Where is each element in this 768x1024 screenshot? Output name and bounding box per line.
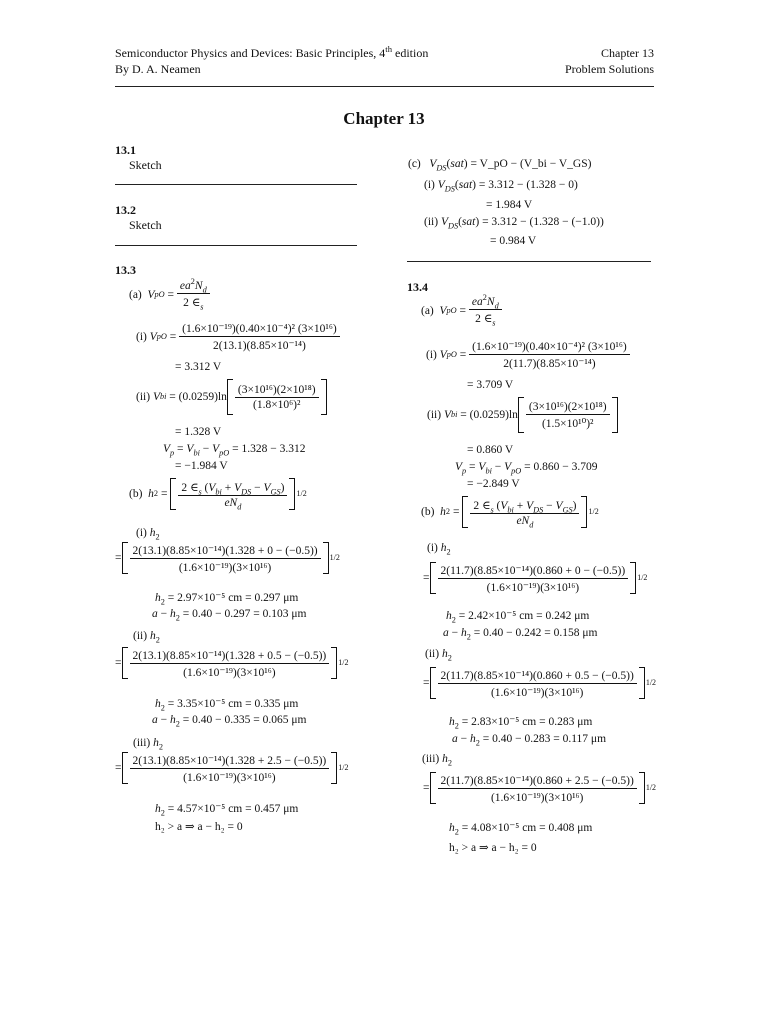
vds-sat-i-result: = 1.984 V (486, 199, 533, 211)
h2-ii-result-134: $h_2 = 2.83\times 10^{-5}$ cm = 0.283 μm (449, 716, 593, 731)
part-iii-label: (iii) $h_2$ (133, 737, 164, 752)
eq-vds-sat: (c) $V_{DS}(sat)$ = V_pO − (V_bi − V_GS) (408, 158, 592, 173)
eq-vp-134: $V_p = V_{bi} - V_{pO} = 0.860 - 3.709$ (455, 461, 598, 476)
eq-h2-i: = $\frac{\text{2(13.1)(8.85×10⁻¹⁴)(1.328 + 0 − (−0.5))}}{\text{(1.6×10⁻¹⁹)(3×10¹⁶)}}$ 1/2 (115, 542, 340, 574)
h2-ii-diff: $a - h_2 = 0.40 - 0.335 = 0.065$ μm (152, 714, 307, 729)
header-divider (115, 86, 654, 87)
vpo-result-134: = 3.709 V (467, 379, 514, 391)
eq-h2-iii-134: = $\frac{\text{2(11.7)(8.85×10⁻¹⁴)(0.860 + 2.5 − (−0.5))}}{\text{(1.6×10⁻¹⁹)(3×10¹⁶)}}$ 1/2 (423, 772, 656, 804)
h2-ii-diff-134: $a - h_2 = 0.40 - 0.283 = 0.117$ μm (452, 733, 607, 748)
eq-h2-ii: = $\frac{\text{2(13.1)(8.85×10⁻¹⁴)(1.328 + 0.5 − (−0.5))}}{\text{(1.6×10⁻¹⁹)(3×10¹⁶)}}$ 1/2 (115, 647, 348, 679)
part-ii-label: (ii) $h_2$ (133, 630, 160, 645)
eq-vds-sat-i: (i) $V_{DS}(sat) = 3.312 - (1.328 - 0)$ (424, 179, 578, 194)
vpo-result: = 3.312 V (175, 361, 222, 373)
eq-vpo-value-134: (i) V pO = $\frac{\text{(1.6×10⁻¹⁹)(0.40×10⁻⁴)² (3×10¹⁶)}}{\text{2(11.7)(8.85×10⁻¹⁴)}}$ (426, 339, 630, 370)
h2-i-diff-134: $a - h_2 = 0.40 - 0.242 = 0.158$ μm (443, 627, 598, 642)
part-i-label-134: (i) $h_2$ (427, 542, 451, 557)
eq-h2-iii: = $\frac{\text{2(13.1)(8.85×10⁻¹⁴)(1.328 + 2.5 − (−0.5))}}{\text{(1.6×10⁻¹⁹)(3×10¹⁶)}}$ 1/2 (115, 752, 348, 784)
divider (115, 184, 357, 185)
eq-vpo-value: (i) V pO = $\frac{\text{(1.6×10⁻¹⁹)(0.40×10⁻⁴)² (3×10¹⁶)}}{\text{2(13.1)(8.85×10⁻¹⁴)}}$ (136, 321, 340, 352)
eq-vpo-def: (a) V pO = $\frac{ea^2N_d}{2 \in_s}$ (129, 280, 210, 309)
part-iii-label-134: (iii) $h_2$ (422, 753, 453, 768)
section-13-2-number: 13.2 (115, 203, 136, 217)
divider (115, 245, 357, 246)
part-i-label: (i) $h_2$ (136, 527, 160, 542)
eq-h2-i-134: = $\frac{\text{2(11.7)(8.85×10⁻¹⁴)(0.860 + 0 − (−0.5))}}{\text{(1.6×10⁻¹⁹)(3×10¹⁶)}}$ 1/2 (423, 562, 647, 594)
eq-vbi: (ii) V bi = (0.0259)ln $\frac{\text{(3×10¹⁶)(2×10¹⁸)}}{\text{(1.8×10⁶)²}}$ (136, 379, 327, 415)
part-ii-label-134: (ii) $h_2$ (425, 648, 452, 663)
section-13-4-number: 13.4 (407, 280, 428, 294)
h2-i-result: $h_2 = 2.97\times 10^{-5}$ cm = 0.297 μm (155, 592, 299, 607)
page-title: Chapter 13 (343, 109, 425, 128)
h2-i-result-134: $h_2 = 2.42\times 10^{-5}$ cm = 0.242 μm (446, 610, 590, 625)
vp-result-134: = −2.849 V (467, 478, 520, 490)
header-subtitle: Problem Solutions (564, 62, 654, 76)
vbi-result-134: = 0.860 V (467, 444, 514, 456)
vp-result: = −1.984 V (175, 460, 228, 472)
vds-sat-ii-result: = 0.984 V (490, 235, 537, 247)
header-chapter: Chapter 13 (601, 46, 654, 60)
divider (407, 261, 651, 262)
header-author: By D. A. Neamen (115, 62, 201, 76)
h2-iii-result: $h_2 = 4.57\times 10^{-5}$ cm = 0.457 μm (155, 803, 299, 818)
h2-iii-result-134: $h_2 = 4.08\times 10^{-5}$ cm = 0.408 μm (449, 822, 593, 837)
section-13-3-number: 13.3 (115, 263, 136, 277)
eq-vp: $V_p = V_{bi} - V_{pO} = 1.328 - 3.312$ (163, 443, 306, 458)
h2-iii-diff-134: h₂ > a ⇒ a − h₂ = 0 (449, 842, 537, 854)
h2-ii-result: $h_2 = 3.35\times 10^{-5}$ cm = 0.335 μm (155, 698, 299, 713)
header-book-title: Semiconductor Physics and Devices: Basic Principles, 4th edition (115, 44, 429, 60)
section-13-1-number: 13.1 (115, 143, 136, 157)
eq-vpo-def-134: (a) V pO = $\frac{ea^2N_d}{2 \in_s}$ (421, 296, 502, 325)
eq-h2-ii-134: = $\frac{\text{2(11.7)(8.85×10⁻¹⁴)(0.860 + 0.5 − (−0.5))}}{\text{(1.6×10⁻¹⁹)(3×10¹⁶)}}$ 1/2 (423, 667, 656, 699)
eq-vbi-134: (ii) V bi = (0.0259)ln $\frac{\text{(3×10¹⁶)(2×10¹⁸)}}{\text{(1.5×10¹⁰)²}}$ (427, 397, 618, 433)
eq-h2-def: (b) h 2 = $\frac{2 \in_s (V_{bi} + V_{DS} - V_{GS})}{eN_d}$ 1/2 (129, 478, 307, 510)
section-13-2-text: Sketch (129, 218, 162, 232)
h2-i-diff: $a - h_2 = 0.40 - 0.297 = 0.103$ μm (152, 608, 307, 623)
vbi-result: = 1.328 V (175, 426, 222, 438)
h2-iii-diff: h₂ > a ⇒ a − h₂ = 0 (155, 821, 243, 833)
eq-h2-def-134: (b) h 2 = $\frac{2 \in_s (V_{bi} + V_{DS} - V_{GS})}{eN_d}$ 1/2 (421, 496, 599, 528)
section-13-1-text: Sketch (129, 158, 162, 172)
eq-vds-sat-ii: (ii) $V_{DS}(sat) = 3.312 - (1.328 - (-1.0))$ (424, 216, 604, 231)
